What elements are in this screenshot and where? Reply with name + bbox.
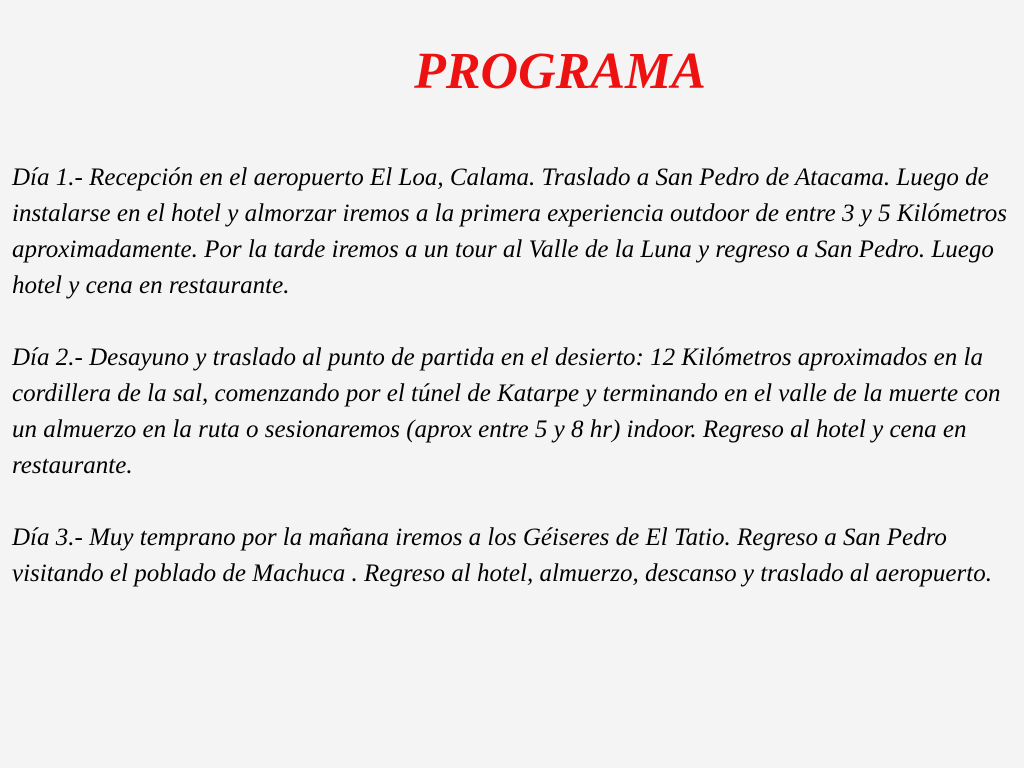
- paragraph-day-1: Día 1.- Recepción en el aeropuerto El Loa, Calama. Traslado a San Pedro de Atacama. Luego de instalarse en el hotel y almorzar iremos a la primera experiencia outdoor de entre 3 y 5 Kilómetros aproximadamente. Por la tarde iremos a un tour al Valle de la Luna y regreso a San Pedro. Luego hotel y cena en restaurante.: [12, 164, 1008, 299]
- slide-title: PROGRAMA: [414, 43, 706, 100]
- paragraph-day-2: Día 2.- Desayuno y traslado al punto de partida en el desierto: 12 Kilómetros aproximados en la cordillera de la sal, comenzando por el túnel de Katarpe y terminando en el valle de la muerte con un almuerzo en la ruta o sesionaremos (aprox entre 5 y 8 hr) indoor. Regreso al hotel y cena en restaurante.: [12, 344, 1001, 479]
- itinerary-text: [12, 160, 1016, 628]
- paragraph-day-3: Día 3.- Muy temprano por la mañana iremos a los Géiseres de El Tatio. Regreso a San Pedro visitando el poblado de Machuca . Regreso al hotel, almuerzo, descanso y traslado al aeropuerto.: [12, 524, 992, 587]
